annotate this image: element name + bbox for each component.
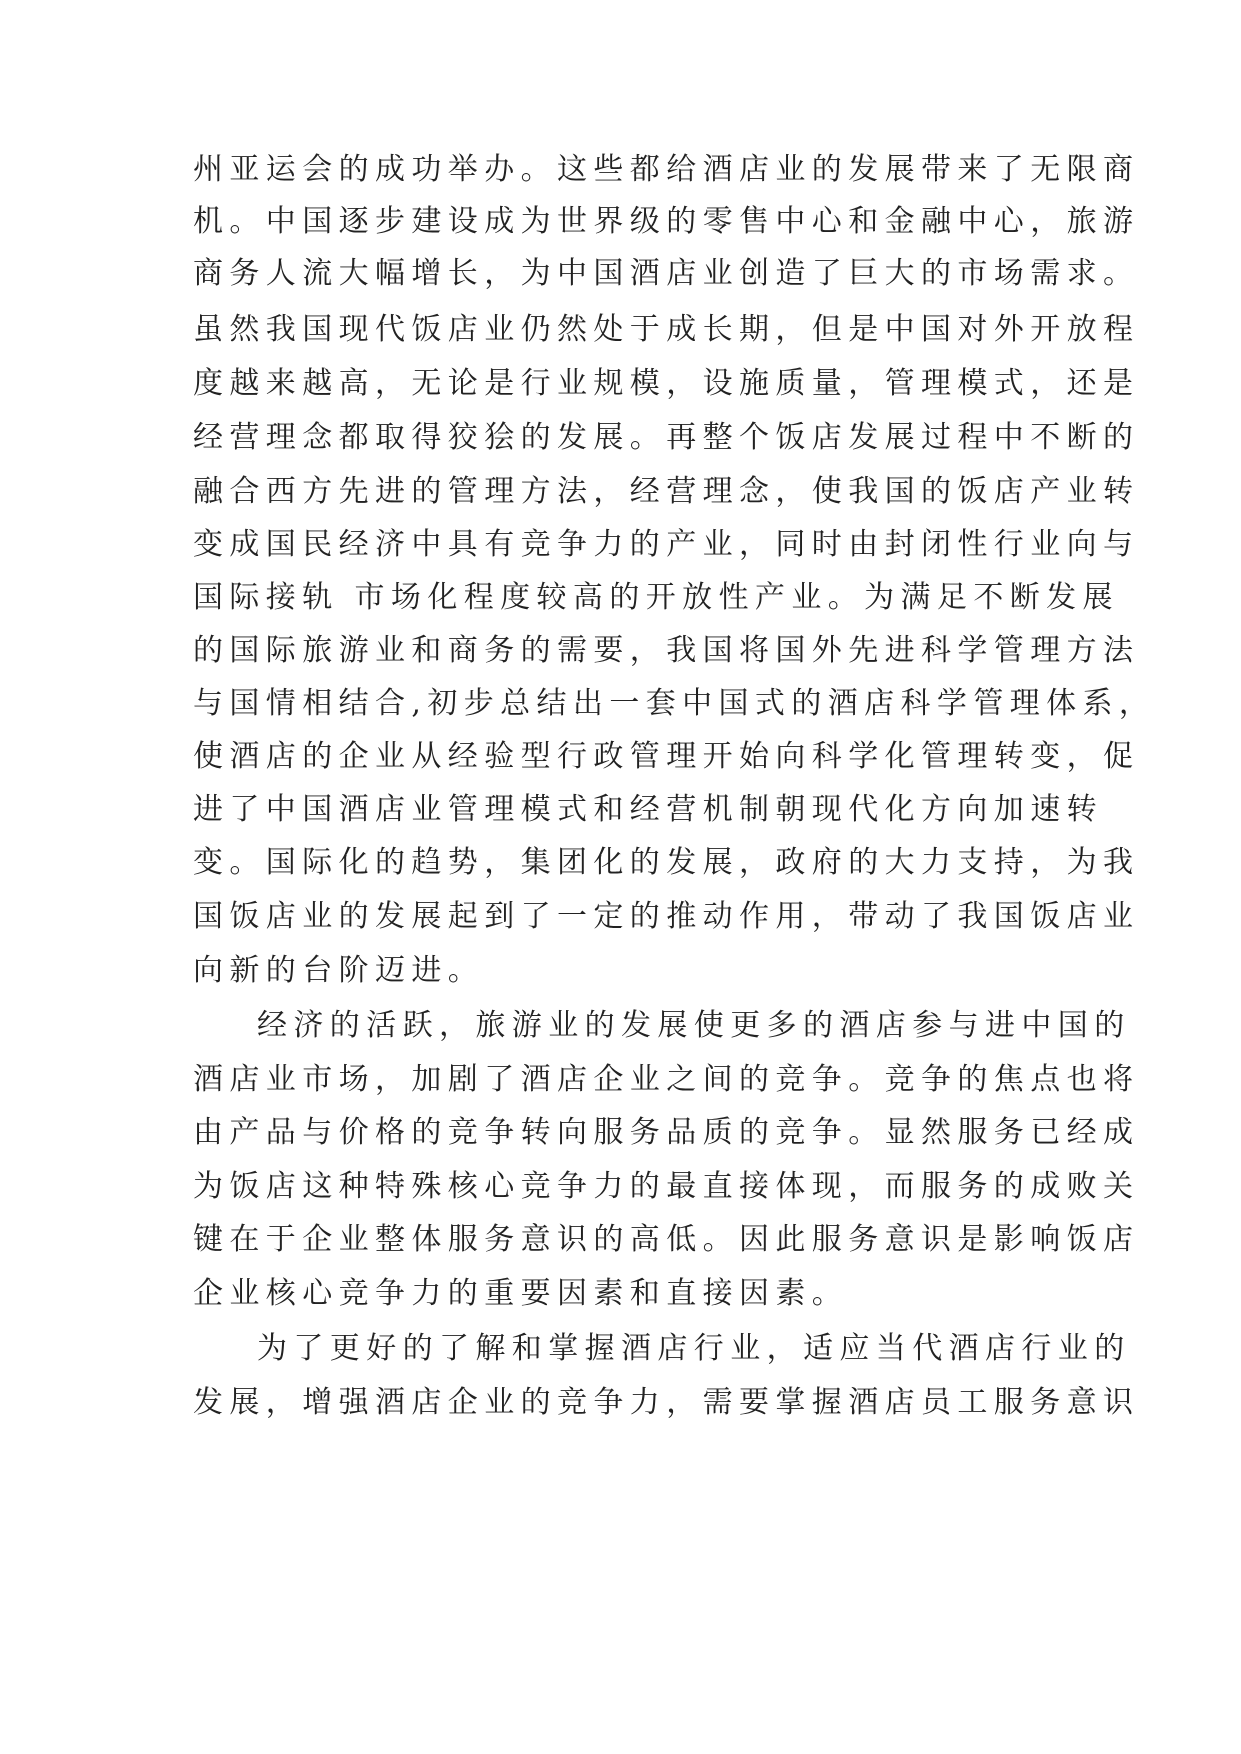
- paragraph-start-line: 经济的活跃，旅游业的发展使更多的酒店参与进中国的: [257, 1008, 1131, 1043]
- text-line: 为饭店这种特殊核心竞争力的最直接体现，而服务的成败关: [193, 1169, 1140, 1204]
- text-line: 的国际旅游业和商务的需要，我国将国外先进科学管理方法: [193, 633, 1140, 668]
- text-line: 机。中国逐步建设成为世界级的零售中心和金融中心，旅游: [193, 204, 1140, 239]
- text-line: 进了中国酒店业管理模式和经营机制朝现代化方向加速转: [193, 792, 1103, 827]
- text-line: 键在于企业整体服务意识的高低。因此服务意识是影响饭店: [193, 1222, 1140, 1257]
- text-line: 使酒店的企业从经验型行政管理开始向科学化管理转变，促: [193, 739, 1140, 774]
- paragraph-start-line: 为了更好的了解和掌握酒店行业，适应当代酒店行业的: [257, 1331, 1131, 1366]
- text-line: 与国情相结合,初步总结出一套中国式的酒店科学管理体系，: [193, 686, 1156, 721]
- text-line: 虽然我国现代饭店业仍然处于成长期，但是中国对外开放程: [193, 312, 1140, 347]
- paragraph-end-line: 企业核心竞争力的重要因素和直接因素。: [193, 1276, 849, 1311]
- text-line: 酒店业市场，加剧了酒店企业之间的竞争。竞争的焦点也将: [193, 1062, 1140, 1097]
- text-line: 商务人流大幅增长，为中国酒店业创造了巨大的市场需求。: [193, 256, 1140, 291]
- text-line: 州亚运会的成功举办。这些都给酒店业的发展带来了无限商: [193, 152, 1140, 187]
- text-line: 融合西方先进的管理方法，经营理念，使我国的饭店产业转: [193, 474, 1140, 509]
- paragraph-end-line: 向新的台阶迈进。: [193, 953, 485, 988]
- text-line: 变成国民经济中具有竞争力的产业，同时由封闭性行业向与: [193, 527, 1140, 562]
- text-line: 变。国际化的趋势，集团化的发展，政府的大力支持，为我: [193, 845, 1140, 880]
- text-line: 发展，增强酒店企业的竞争力，需要掌握酒店员工服务意识: [193, 1385, 1140, 1420]
- text-line: 度越来越高，无论是行业规模，设施质量，管理模式，还是: [193, 366, 1140, 401]
- text-line: 由产品与价格的竞争转向服务品质的竞争。显然服务已经成: [193, 1115, 1140, 1150]
- text-line: 经营理念都取得狡狯的发展。再整个饭店发展过程中不断的: [193, 420, 1140, 455]
- text-line: 国际接轨 市场化程度较高的开放性产业。为满足不断发展: [193, 580, 1119, 615]
- text-line: 国饭店业的发展起到了一定的推动作用，带动了我国饭店业: [193, 899, 1140, 934]
